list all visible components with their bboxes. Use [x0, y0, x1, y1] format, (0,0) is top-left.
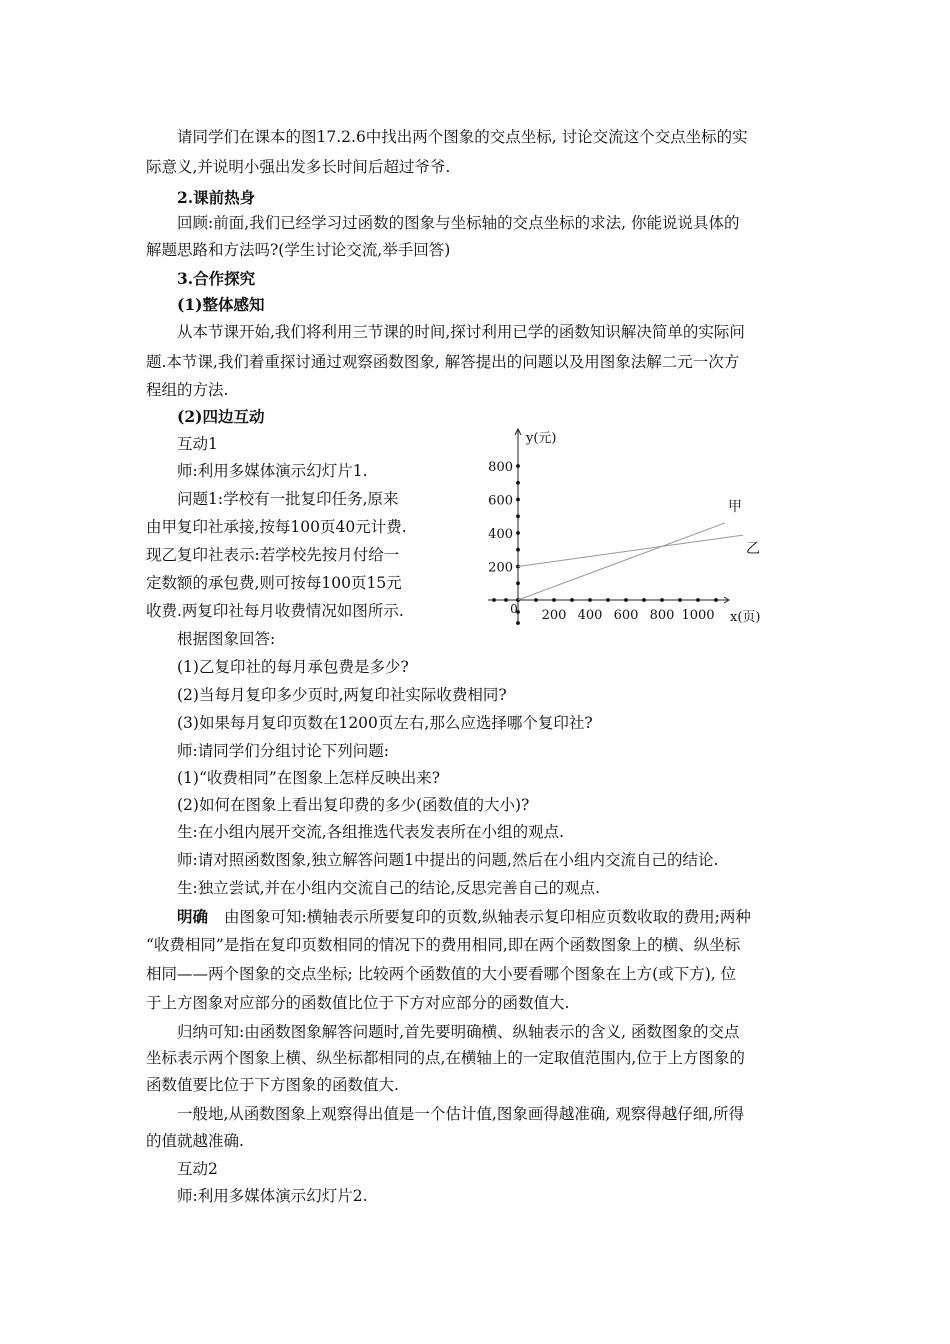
interact1-title: 互动1: [177, 435, 218, 453]
x-tick-label: 1000: [681, 608, 715, 623]
x-axis-dot: [660, 598, 664, 602]
problem1-line1: 问题1:学校有一批复印任务,原来: [177, 490, 399, 508]
para2-line1: 回顾:前面,我们已经学习过函数的图象与坐标轴的交点坐标的求法, 你能说说具体的: [177, 214, 740, 232]
x-axis-dot: [570, 598, 574, 602]
clarify-text: 由图象可知:横轴表示所要复印的页数,纵轴表示复印相应页数收取的费用;两种: [224, 908, 751, 926]
para2-line2: 解题思路和方法吗?(学生讨论交流,举手回答): [146, 241, 451, 259]
interact2-title: 互动2: [177, 1160, 218, 1178]
y-axis-dot: [516, 464, 520, 468]
heading-overall: (1)整体感知: [177, 295, 265, 314]
clarify-line1: [177, 907, 811, 927]
x-axis-dot: [714, 598, 718, 602]
y-axis-dot: [516, 514, 520, 518]
para3-line2: 题.本节课,我们着重探讨通过观察函数图象, 解答提出的问题以及用图象法解二元一次方: [146, 353, 740, 371]
x-tick-label: 200: [541, 608, 567, 623]
x-axis-dot: [624, 598, 628, 602]
x-axis-dot: [642, 598, 646, 602]
x-tick-label: 800: [649, 608, 675, 623]
origin-label: 0: [510, 602, 518, 616]
teacher-solve: 师:请对照函数图象,独立解答问题1中提出的问题,然后在小组内交流自己的结论.: [177, 851, 719, 869]
summary-line1: 归纳可知:由函数图象解答问题时,首先要明确横、纵轴表示的含义, 函数图象的交点: [177, 1023, 740, 1041]
heading-interact: (2)四边互动: [177, 407, 265, 426]
y-tick-label: 200: [488, 560, 513, 576]
problem1-line2: 由甲复印社承接,按每100页40元计费.: [146, 518, 407, 536]
summary-line2: 坐标表示两个图象上横、纵坐标都相同的点,在横轴上的一定取值范围内,位于上方图象的: [146, 1049, 745, 1067]
problem1-line3: 现乙复印社表示:若学校先按月付给一: [146, 546, 400, 564]
clarify-line4: 于上方图象对应部分的函数值比位于下方对应部分的函数值大.: [146, 994, 570, 1012]
discussion-1: (1)“收费相同”在图象上怎样反映出来?: [177, 769, 441, 787]
y-axis-dot: [516, 498, 520, 502]
x-axis-dot: [504, 598, 508, 602]
interact2-teacher: 师:利用多媒体演示幻灯片2.: [177, 1187, 368, 1205]
y-axis-dot: [516, 621, 520, 625]
student-try: 生:独立尝试,并在小组内交流自己的结论,反思完善自己的观点.: [177, 879, 601, 897]
general-line1: 一般地,从函数图象上观察得出值是一个估计值,图象画得越准确, 观察得越仔细,所得: [177, 1105, 745, 1123]
x-axis-dot: [552, 598, 556, 602]
y-tick-label: 600: [488, 493, 513, 509]
problem1-line4: 定数额的承包费,则可按每100页15元: [146, 574, 402, 592]
x-axis-dot: [492, 598, 496, 602]
discussion-2: (2)如何在图象上看出复印费的多少(函数值的大小)?: [177, 796, 530, 814]
clarify-line2: “收费相同”是指在复印页数相同的情况下的费用相同,即在两个函数图象上的横、纵坐标: [146, 936, 741, 954]
y-axis-dot: [516, 581, 520, 585]
problem1-line5: 收费.两复印社每月收费情况如图所示.: [146, 602, 404, 620]
teacher-discuss: 师:请同学们分组讨论下列问题:: [177, 742, 389, 760]
fee-chart: [480, 420, 780, 630]
para1-line2: 际意义,并说明小强出发多长时间后超过爷爷.: [146, 158, 451, 176]
question-3: (3)如果每月复印页数在1200页左右,那么应选择哪个复印社?: [177, 714, 593, 732]
general-line2: 的值就越准确.: [146, 1132, 244, 1150]
para3-line3: 程组的方法.: [146, 381, 229, 399]
x-axis-dot: [534, 598, 538, 602]
x-tick-label: 600: [613, 608, 639, 623]
x-axis-label: x(页): [730, 610, 761, 625]
series-label-2: 乙: [746, 541, 760, 558]
x-axis-dot: [678, 598, 682, 602]
y-tick-label: 800: [488, 460, 513, 475]
y-axis-dot: [516, 531, 520, 535]
student-exchange: 生:在小组内展开交流,各组推选代表发表所在小组的观点.: [177, 823, 565, 841]
x-axis-dot: [588, 598, 592, 602]
x-axis-dot: [606, 598, 610, 602]
para1-line1: 请同学们在课本的图17.2.6中找出两个图象的交点坐标, 讨论交流这个交点坐标的实: [177, 128, 748, 146]
y-tick-label: 400: [488, 527, 513, 542]
clarify-line3: 相同——两个图象的交点坐标; 比较两个函数值的大小要看哪个图象在上方(或下方), 位: [146, 965, 737, 983]
heading-warmup: 2.课前热身: [177, 188, 256, 207]
clarify-label: 明确: [177, 907, 209, 926]
answer-intro: 根据图象回答:: [177, 630, 276, 648]
y-axis-label: y(元): [526, 431, 557, 446]
series-label-1: 甲: [728, 498, 742, 515]
para3-line1: 从本节课开始,我们将利用三节课的时间,探讨利用已学的函数知识解决简单的实际问: [177, 323, 745, 341]
series-line-2: [518, 535, 743, 566]
y-axis-dot: [516, 481, 520, 485]
question-1: (1)乙复印社的每月承包费是多少?: [177, 658, 409, 676]
x-tick-label: 400: [577, 608, 603, 623]
series-line-1: [518, 523, 725, 600]
heading-explore: 3.合作探究: [177, 269, 256, 288]
y-axis-dot: [516, 548, 520, 552]
interact1-teacher: 师:利用多媒体演示幻灯片1.: [177, 462, 368, 480]
chart-axes: [488, 429, 729, 625]
summary-line3: 函数值要比位于下方图象的函数值大.: [146, 1076, 399, 1094]
chart-series: [518, 523, 743, 600]
x-axis-dot: [696, 598, 700, 602]
question-2: (2)当每月复印多少页时,两复印社实际收费相同?: [177, 686, 507, 704]
